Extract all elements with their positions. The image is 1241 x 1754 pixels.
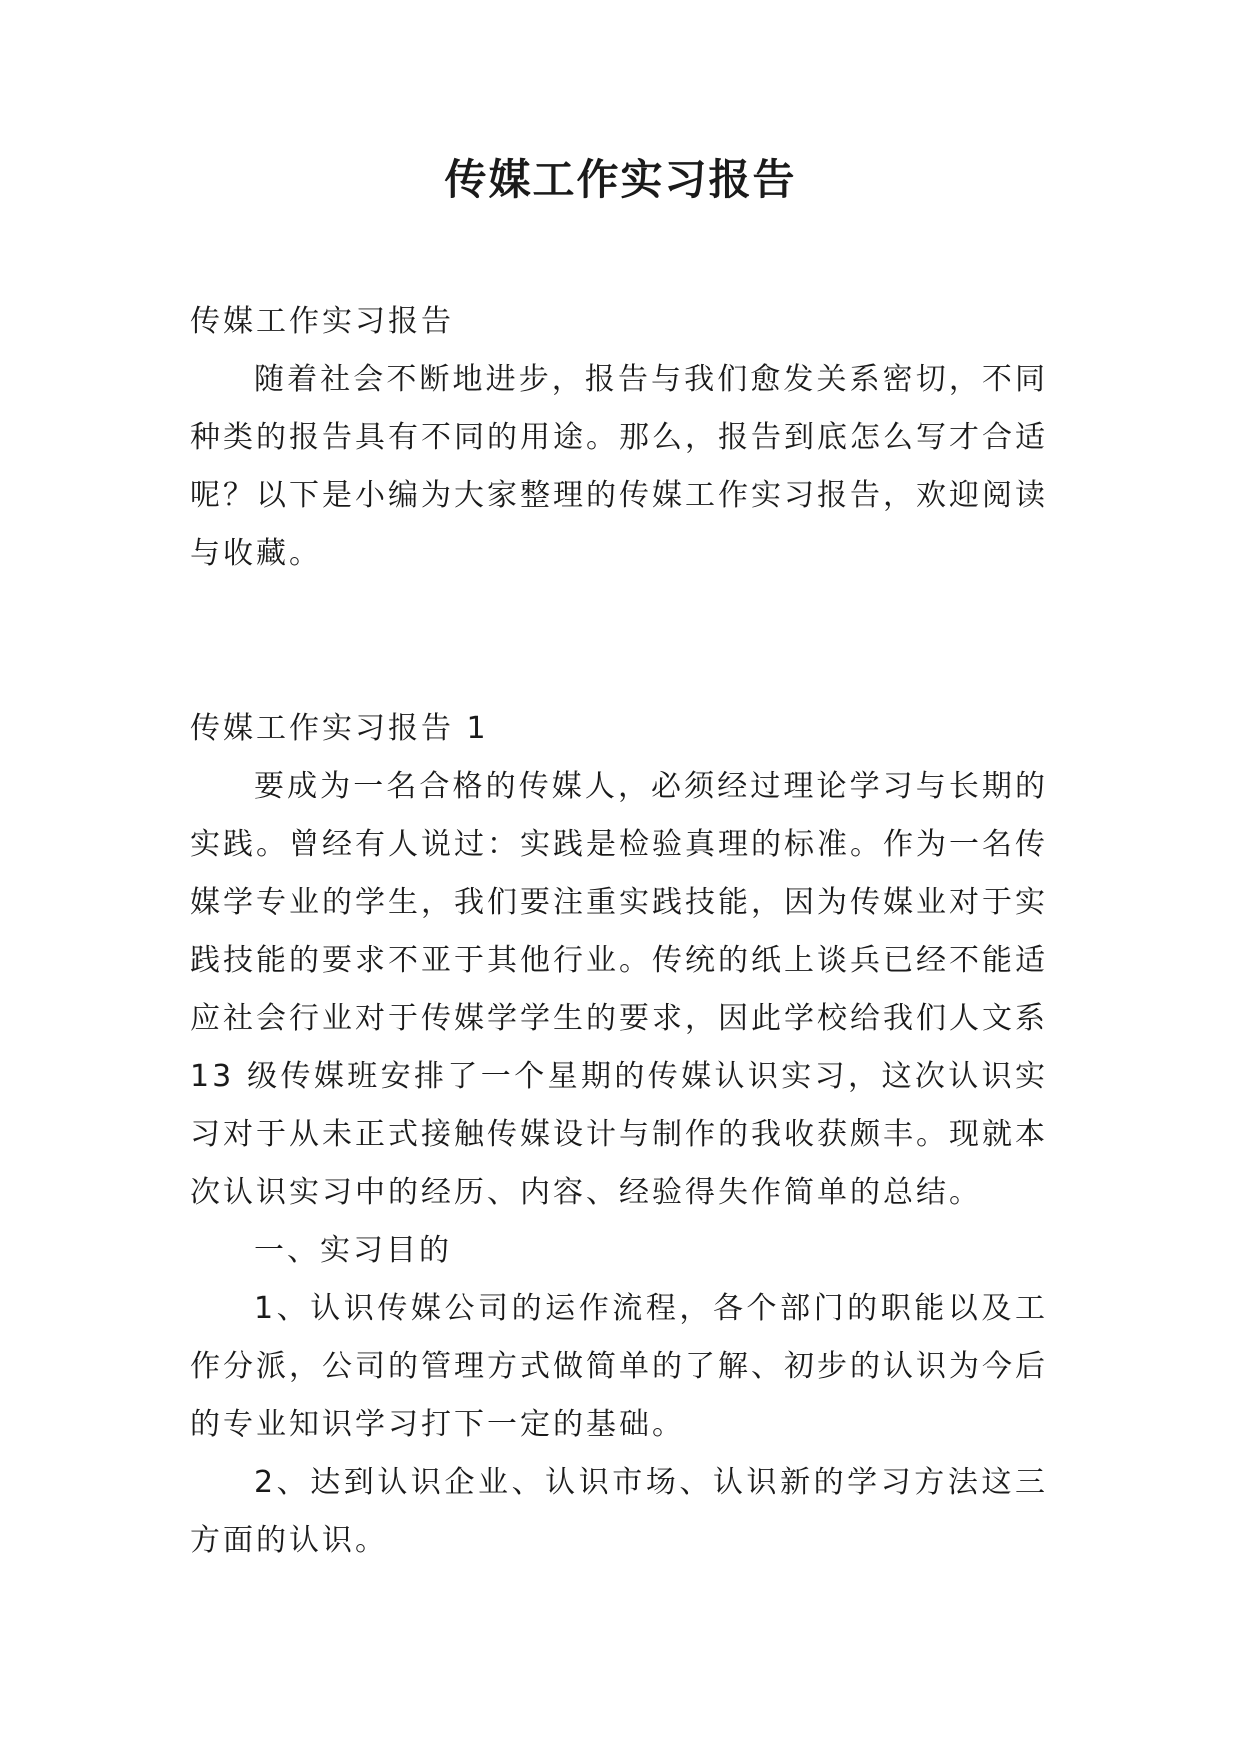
section-paragraph: 1、认识传媒公司的运作流程，各个部门的职能以及工作分派，公司的管理方式做简单的了解、初步的认识为今后的专业知识学习打下一定的基础。: [190, 1291, 1048, 1442]
section-body: [190, 758, 1048, 1570]
document-subtitle: 传媒工作实习报告: [190, 304, 454, 339]
section-paragraph: 2、达到认识企业、认识市场、认识新的学习方法这三方面的认识。: [190, 1465, 1048, 1558]
intro-paragraph: 随着社会不断地进步，报告与我们愈发关系密切，不同种类的报告具有不同的用途。那么，报告到底怎么写才合适呢？以下是小编为大家整理的传媒工作实习报告，欢迎阅读与收藏。: [190, 362, 1048, 571]
section-paragraph: 要成为一名合格的传媒人，必须经过理论学习与长期的实践。曾经有人说过：实践是检验真理的标准。作为一名传媒学专业的学生，我们要注重实践技能，因为传媒业对于实践技能的要求不亚于其他行业。传统的纸上谈兵已经不能适应社会行业对于传媒学学生的要求，因此学校给我们人文系 13 级传媒班安排了一个星期的传媒认识实习，这次认识实习对于从未正式接触传媒设计与制作的我收获颇丰。现就本次认识实习中的经历、内容、经验得失作简单的总结。: [190, 769, 1048, 1210]
section-subheading: 一、实习目的: [254, 1233, 452, 1268]
section-heading: 传媒工作实习报告 1: [190, 711, 489, 746]
document-title: 传媒工作实习报告: [444, 155, 797, 204]
